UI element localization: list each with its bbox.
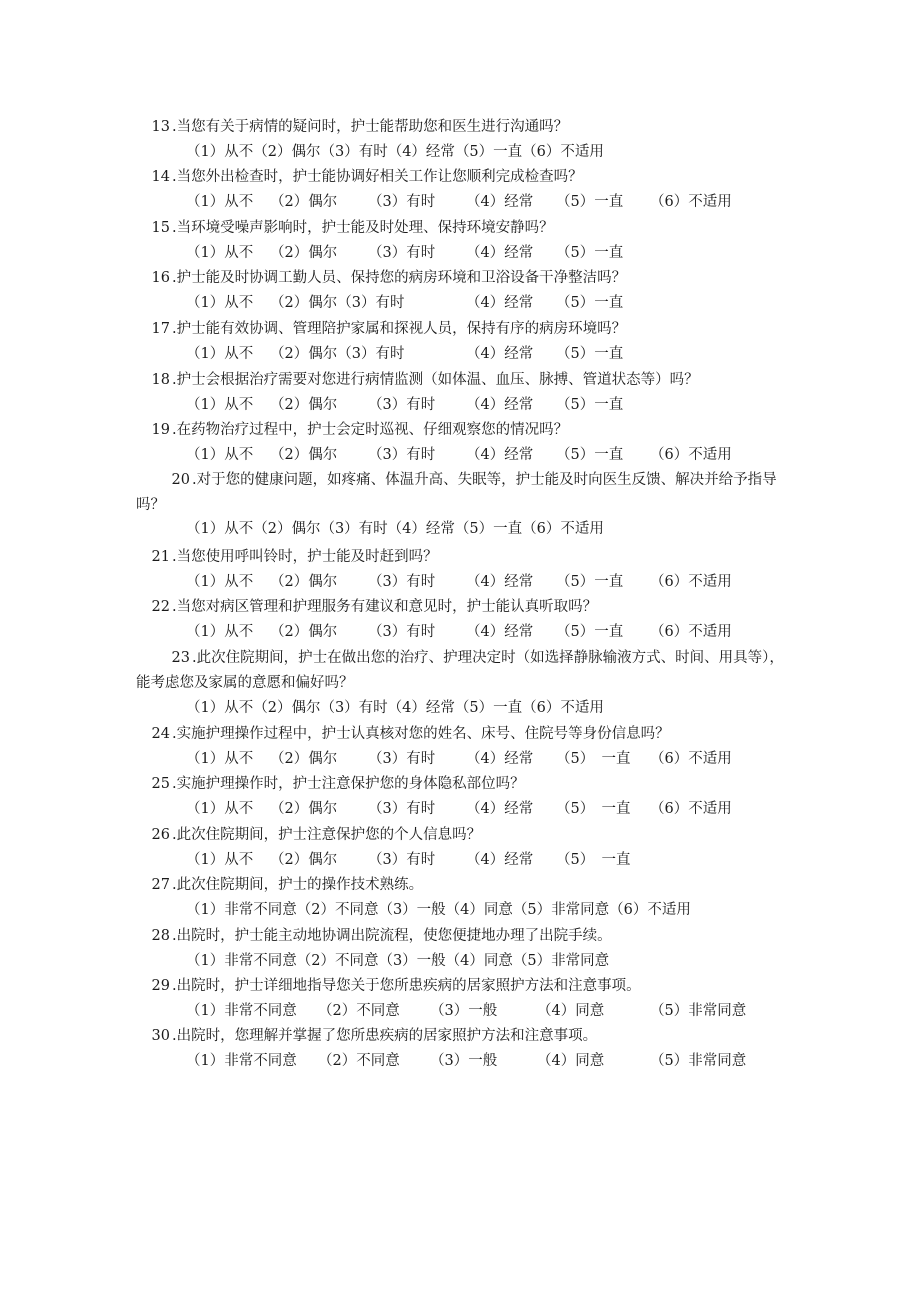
- answer-option[interactable]: （2）偶尔: [270, 397, 338, 413]
- answer-option[interactable]: （5）一直: [556, 245, 624, 261]
- answer-option[interactable]: （6）不适用: [650, 801, 732, 817]
- answer-option[interactable]: （1）从不: [186, 801, 254, 817]
- answer-option[interactable]: （3）有时: [368, 245, 436, 261]
- question-20: [136, 468, 786, 518]
- question-number: 29: [151, 978, 170, 994]
- question-text: .实施护理操作时，护士注意保护您的身体隐私部位吗？: [172, 776, 525, 792]
- answer-option[interactable]: （1）从不: [186, 295, 254, 311]
- question-number: 24: [151, 726, 170, 742]
- question-19: [138, 418, 798, 443]
- question-text: .当您对病区管理和护理服务有建议和意见时，护士能认真听取吗？: [172, 599, 598, 615]
- question-number: 23: [171, 650, 190, 666]
- answer-option[interactable]: （1）非常不同意（2）不同意（3）一般（4）同意（5）非常同意: [186, 953, 610, 969]
- question-16: [138, 266, 798, 291]
- question-number: 25: [151, 776, 170, 792]
- question-number: 30: [151, 1028, 170, 1044]
- answer-option[interactable]: （1）非常不同意（2）不同意（3）一般（4）同意（5）非常同意（6）不适用: [186, 902, 691, 918]
- question-27: [138, 873, 798, 898]
- question-number: 14: [151, 169, 170, 185]
- question-text: .对于您的健康问题，如疼痛、体温升高、失眠等，护士能及时向医生反馈、解决并给予指导吗？: [136, 472, 777, 513]
- answer-option[interactable]: （5）一直: [556, 194, 624, 210]
- question-text: .出院时，护士详细地指导您关于您所患疾病的居家照护方法和注意事项。: [172, 978, 641, 994]
- question-text: .当环境受噪声影响时，护士能及时处理、保持环境安静吗？: [172, 220, 554, 236]
- answer-option[interactable]: （3）有时: [368, 751, 436, 767]
- answer-option[interactable]: （1）从不: [186, 194, 254, 210]
- answer-option[interactable]: （2）偶尔（3）有时: [270, 295, 405, 311]
- answer-option[interactable]: （1）从不: [186, 751, 254, 767]
- answer-option[interactable]: （5） 一直: [556, 852, 631, 868]
- answer-options-row: [186, 696, 604, 721]
- answer-option[interactable]: （5）一直: [556, 624, 624, 640]
- question-14: [138, 165, 798, 190]
- question-number: 28: [151, 928, 170, 944]
- question-number: 17: [151, 321, 170, 337]
- answer-option[interactable]: （3）有时: [368, 801, 436, 817]
- answer-option[interactable]: （1）从不: [186, 574, 254, 590]
- answer-option[interactable]: （2）偶尔: [253, 144, 321, 160]
- question-26: [138, 823, 798, 848]
- answer-options-row: [186, 898, 691, 923]
- question-number: 26: [151, 827, 170, 843]
- answer-options-row: [186, 517, 604, 542]
- answer-options-row: [186, 949, 609, 974]
- answer-option[interactable]: （1）从不（2）偶尔（3）有时（4）经常（5）一直（6）不适用: [186, 521, 604, 537]
- answer-option[interactable]: （5）非常同意: [650, 1053, 747, 1069]
- question-25: [138, 772, 798, 797]
- answer-option[interactable]: （4）同意: [537, 1053, 605, 1069]
- answer-option[interactable]: （2）不同意: [318, 1053, 400, 1069]
- question-text: .当您使用呼叫铃时，护士能及时赶到吗？: [172, 549, 438, 565]
- question-15: [138, 216, 798, 241]
- question-24: [138, 722, 798, 747]
- question-text: .出院时，护士能主动地协调出院流程，使您便捷地办理了出院手续。: [172, 928, 612, 944]
- answer-option[interactable]: （3）有时: [368, 852, 436, 868]
- answer-option[interactable]: （1）从不: [186, 144, 254, 160]
- question-22: [138, 595, 798, 620]
- question-text: .出院时，您理解并掌握了您所患疾病的居家照护方法和注意事项。: [172, 1028, 598, 1044]
- answer-option[interactable]: （5） 一直: [556, 751, 631, 767]
- question-text: .护士会根据治疗需要对您进行病情监测（如体温、血压、脉搏、管道状态等）吗？: [172, 372, 699, 388]
- answer-option[interactable]: （4）经常: [387, 144, 455, 160]
- answer-option[interactable]: （6）不适用: [522, 144, 604, 160]
- answer-option[interactable]: （5） 一直: [556, 801, 631, 817]
- question-text: .此次住院期间，护士的操作技术熟练。: [172, 877, 424, 893]
- answer-option[interactable]: （4）同意: [537, 1003, 605, 1019]
- question-number: 21: [151, 549, 170, 565]
- question-18: [138, 368, 798, 393]
- answer-option[interactable]: （5）一直: [556, 397, 624, 413]
- answer-option[interactable]: （1）从不（2）偶尔（3）有时（4）经常（5）一直（6）不适用: [186, 700, 604, 716]
- answer-option[interactable]: （3）有时: [368, 447, 436, 463]
- answer-option[interactable]: （4）经常: [466, 801, 534, 817]
- question-21: [138, 545, 798, 570]
- question-23: [136, 646, 786, 696]
- question-28: [138, 924, 798, 949]
- question-number: 19: [151, 422, 170, 438]
- answer-option[interactable]: （2）偶尔: [270, 194, 338, 210]
- answer-option[interactable]: （3）一般: [430, 1003, 498, 1019]
- answer-option[interactable]: （2）不同意: [318, 1003, 400, 1019]
- answer-option[interactable]: （2）偶尔: [270, 447, 338, 463]
- answer-option[interactable]: （6）不适用: [650, 624, 732, 640]
- answer-option[interactable]: （3）有时: [368, 624, 436, 640]
- answer-option[interactable]: （6）不适用: [650, 574, 732, 590]
- answer-option[interactable]: （1）从不: [186, 852, 254, 868]
- question-text: .在药物治疗过程中，护士会定时巡视、仔细观察您的情况吗？: [172, 422, 569, 438]
- question-text: .护士能有效协调、管理陪护家属和探视人员，保持有序的病房环境吗？: [172, 321, 627, 337]
- answer-option[interactable]: （1）从不: [186, 346, 254, 362]
- answer-option[interactable]: （5）非常同意: [650, 1003, 747, 1019]
- question-number: 20: [171, 472, 190, 488]
- answer-option[interactable]: （6）不适用: [650, 194, 732, 210]
- question-17: [138, 317, 798, 342]
- question-13: [138, 115, 798, 140]
- question-text: .当您外出检查时，护士能协调好相关工作让您顺利完成检查吗？: [172, 169, 583, 185]
- answer-option[interactable]: （3）一般: [430, 1053, 498, 1069]
- answer-option[interactable]: （4）经常: [466, 194, 534, 210]
- answer-option[interactable]: （1）从不: [186, 624, 254, 640]
- answer-option[interactable]: （1）从不: [186, 447, 254, 463]
- answer-option[interactable]: （4）经常: [466, 346, 534, 362]
- answer-option[interactable]: （1）非常不同意: [186, 1053, 297, 1069]
- answer-option[interactable]: （5）一直: [556, 346, 624, 362]
- question-number: 27: [151, 877, 170, 893]
- answer-option[interactable]: （2）偶尔: [270, 245, 338, 261]
- answer-option[interactable]: （4）经常: [466, 397, 534, 413]
- answer-option[interactable]: （4）经常: [466, 447, 534, 463]
- answer-option[interactable]: （2）偶尔（3）有时: [270, 346, 405, 362]
- question-text: .实施护理操作过程中，护士认真核对您的姓名、床号、住院号等身份信息吗？: [172, 726, 670, 742]
- answer-option[interactable]: （4）经常: [466, 295, 534, 311]
- answer-option[interactable]: （4）经常: [466, 852, 534, 868]
- answer-option[interactable]: （5）一直: [454, 144, 523, 160]
- answer-option[interactable]: （1）从不: [186, 245, 254, 261]
- answer-option[interactable]: （6）不适用: [650, 447, 732, 463]
- question-number: 18: [151, 372, 170, 388]
- answer-option[interactable]: （3）有时: [368, 194, 436, 210]
- answer-option[interactable]: （3）有时: [368, 397, 436, 413]
- question-number: 15: [151, 220, 170, 236]
- answer-option[interactable]: （2）偶尔: [270, 574, 338, 590]
- answer-option[interactable]: （5）一直: [556, 295, 624, 311]
- question-text: .此次住院期间，护士在做出您的治疗、护理决定时（如选择静脉输液方式、时间、用具等），能考虑您及家属的意愿和偏好吗？: [136, 650, 784, 691]
- question-text: .护士能及时协调工勤人员、保持您的病房环境和卫浴设备干净整洁吗？: [172, 270, 627, 286]
- answer-option[interactable]: （2）偶尔: [270, 624, 338, 640]
- question-number: 16: [151, 270, 170, 286]
- answer-option[interactable]: （1）非常不同意: [186, 1003, 297, 1019]
- answer-option[interactable]: （4）经常: [466, 624, 534, 640]
- answer-option[interactable]: （2）偶尔: [270, 852, 338, 868]
- answer-option[interactable]: （4）经常: [466, 751, 534, 767]
- answer-option[interactable]: （2）偶尔: [270, 751, 338, 767]
- answer-option[interactable]: （5）一直: [556, 574, 624, 590]
- answer-option[interactable]: （4）经常: [466, 245, 534, 261]
- question-29: [138, 974, 798, 999]
- answer-option[interactable]: （1）从不: [186, 397, 254, 413]
- question-30: [138, 1024, 798, 1049]
- question-number: 13: [151, 119, 170, 135]
- answer-options-row: [186, 140, 604, 165]
- answer-option[interactable]: （4）经常: [466, 574, 534, 590]
- answer-option[interactable]: （2）偶尔: [270, 801, 338, 817]
- answer-option[interactable]: （5）一直: [556, 447, 624, 463]
- question-number: 22: [151, 599, 170, 615]
- answer-option[interactable]: （6）不适用: [650, 751, 732, 767]
- answer-option[interactable]: （3）有时: [368, 574, 436, 590]
- question-text: .此次住院期间，护士注意保护您的个人信息吗？: [172, 827, 482, 843]
- question-text: .当您有关于病情的疑问时，护士能帮助您和医生进行沟通吗？: [172, 119, 569, 135]
- answer-option[interactable]: （3）有时: [320, 144, 388, 160]
